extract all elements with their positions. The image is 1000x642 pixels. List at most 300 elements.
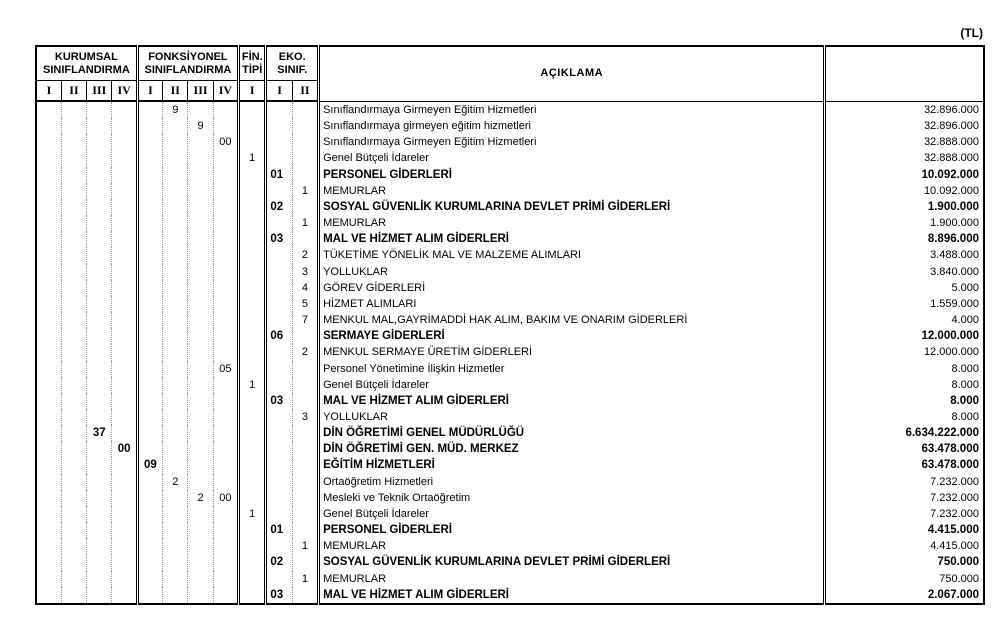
description-cell: MAL VE HİZMET ALIM GİDERLERİ bbox=[319, 587, 825, 604]
code-cell-f4 bbox=[213, 247, 238, 263]
code-cell-k4 bbox=[112, 264, 137, 280]
code-cell-fin bbox=[239, 101, 266, 118]
code-cell-k4 bbox=[112, 538, 137, 554]
code-cell-f1 bbox=[137, 377, 162, 393]
code-cell-k4 bbox=[112, 215, 137, 231]
code-cell-fin bbox=[239, 361, 266, 377]
code-cell-k2 bbox=[61, 101, 86, 118]
subcol-kurumsal-1: I bbox=[36, 81, 61, 102]
code-cell-k3 bbox=[87, 264, 112, 280]
table-row bbox=[36, 150, 984, 166]
code-cell-k2 bbox=[61, 425, 86, 441]
code-cell-e1 bbox=[266, 441, 292, 457]
code-cell-k3 bbox=[87, 280, 112, 296]
code-cell-f1 bbox=[137, 425, 162, 441]
code-cell-f3 bbox=[188, 522, 213, 538]
code-cell-k3 bbox=[87, 409, 112, 425]
code-cell-k4 bbox=[112, 280, 137, 296]
code-cell-f4 bbox=[213, 409, 238, 425]
code-cell-k3 bbox=[87, 312, 112, 328]
code-cell-f2 bbox=[163, 554, 188, 570]
table-row bbox=[36, 183, 984, 199]
code-cell-k2 bbox=[61, 264, 86, 280]
col-header-amount bbox=[825, 46, 984, 101]
code-cell-k2 bbox=[61, 441, 86, 457]
code-cell-k1 bbox=[36, 425, 61, 441]
code-cell-f1 bbox=[137, 474, 162, 490]
code-cell-fin bbox=[239, 538, 266, 554]
description-cell: SOSYAL GÜVENLİK KURUMLARINA DEVLET PRİMİ GİDERLERİ bbox=[319, 199, 825, 215]
budget-classification-table bbox=[35, 45, 985, 605]
code-cell-k4 bbox=[112, 361, 137, 377]
code-cell-k3 bbox=[87, 393, 112, 409]
code-cell-e1: 06 bbox=[266, 328, 292, 344]
code-cell-k3 bbox=[87, 571, 112, 587]
amount-cell: 32.888.000 bbox=[825, 134, 984, 150]
table-row bbox=[36, 328, 984, 344]
code-cell-e2 bbox=[292, 231, 318, 247]
code-cell-e1 bbox=[266, 490, 292, 506]
code-cell-e1 bbox=[266, 377, 292, 393]
code-cell-fin bbox=[239, 393, 266, 409]
code-cell-fin bbox=[239, 167, 266, 183]
code-cell-k2 bbox=[61, 312, 86, 328]
code-cell-k1 bbox=[36, 312, 61, 328]
code-cell-k4 bbox=[112, 522, 137, 538]
code-cell-f2 bbox=[163, 215, 188, 231]
code-cell-f2 bbox=[163, 441, 188, 457]
code-cell-k2 bbox=[61, 199, 86, 215]
code-cell-f3 bbox=[188, 538, 213, 554]
description-cell: YOLLUKLAR bbox=[319, 264, 825, 280]
code-cell-k4 bbox=[112, 554, 137, 570]
table-row bbox=[36, 490, 984, 506]
code-cell-f1 bbox=[137, 296, 162, 312]
code-cell-e2: 1 bbox=[292, 571, 318, 587]
code-cell-k1 bbox=[36, 215, 61, 231]
code-cell-f3 bbox=[188, 150, 213, 166]
table-row bbox=[36, 247, 984, 263]
code-cell-e2: 7 bbox=[292, 312, 318, 328]
code-cell-k3 bbox=[87, 538, 112, 554]
code-cell-e2: 2 bbox=[292, 344, 318, 360]
code-cell-f3: 9 bbox=[188, 118, 213, 134]
code-cell-f3 bbox=[188, 231, 213, 247]
code-cell-k3 bbox=[87, 377, 112, 393]
code-cell-fin bbox=[239, 264, 266, 280]
code-cell-k1 bbox=[36, 167, 61, 183]
code-cell-f1 bbox=[137, 538, 162, 554]
code-cell-f1 bbox=[137, 215, 162, 231]
code-cell-k3 bbox=[87, 506, 112, 522]
col-group-eko-sinif bbox=[266, 46, 319, 81]
code-cell-f4 bbox=[213, 328, 238, 344]
code-cell-f1 bbox=[137, 247, 162, 263]
code-cell-f4 bbox=[213, 280, 238, 296]
code-cell-e2 bbox=[292, 328, 318, 344]
code-cell-k4 bbox=[112, 150, 137, 166]
code-cell-f2 bbox=[163, 377, 188, 393]
table-row bbox=[36, 167, 984, 183]
subcol-fonksiyonel-4: IV bbox=[213, 81, 238, 102]
code-cell-e1 bbox=[266, 571, 292, 587]
code-cell-k3 bbox=[87, 247, 112, 263]
code-cell-fin bbox=[239, 215, 266, 231]
code-cell-e2 bbox=[292, 522, 318, 538]
code-cell-k1 bbox=[36, 587, 61, 604]
description-cell: MENKUL MAL,GAYRİMADDİ HAK ALIM, BAKIM VE ONARIM GİDERLERİ bbox=[319, 312, 825, 328]
code-cell-k1 bbox=[36, 264, 61, 280]
code-cell-fin bbox=[239, 522, 266, 538]
code-cell-f1 bbox=[137, 344, 162, 360]
code-cell-k4 bbox=[112, 101, 137, 118]
code-cell-f3 bbox=[188, 101, 213, 118]
code-cell-k1 bbox=[36, 571, 61, 587]
description-cell: HİZMET ALIMLARI bbox=[319, 296, 825, 312]
code-cell-k2 bbox=[61, 457, 86, 473]
table-row bbox=[36, 457, 984, 473]
code-cell-k2 bbox=[61, 587, 86, 604]
subcol-kurumsal-4: IV bbox=[112, 81, 137, 102]
currency-unit-label: (TL) bbox=[960, 26, 983, 40]
code-cell-e2 bbox=[292, 425, 318, 441]
amount-cell: 32.888.000 bbox=[825, 150, 984, 166]
code-cell-f4 bbox=[213, 344, 238, 360]
code-cell-k4 bbox=[112, 328, 137, 344]
code-cell-fin bbox=[239, 247, 266, 263]
code-cell-e2 bbox=[292, 474, 318, 490]
table-row bbox=[36, 571, 984, 587]
code-cell-f4 bbox=[213, 199, 238, 215]
col-group-kurumsal-line1: KURUMSAL bbox=[54, 50, 118, 63]
code-cell-e1: 02 bbox=[266, 554, 292, 570]
code-cell-k1 bbox=[36, 393, 61, 409]
code-cell-k3 bbox=[87, 199, 112, 215]
code-cell-f1 bbox=[137, 571, 162, 587]
code-cell-k3 bbox=[87, 361, 112, 377]
code-cell-k2 bbox=[61, 393, 86, 409]
table-row bbox=[36, 409, 984, 425]
amount-cell: 5.000 bbox=[825, 280, 984, 296]
amount-cell: 4.000 bbox=[825, 312, 984, 328]
description-cell: DİN ÖĞRETİMİ GEN. MÜD. MERKEZ bbox=[319, 441, 825, 457]
table-row bbox=[36, 393, 984, 409]
code-cell-fin bbox=[239, 474, 266, 490]
code-cell-e1 bbox=[266, 312, 292, 328]
code-cell-k2 bbox=[61, 538, 86, 554]
code-cell-fin bbox=[239, 280, 266, 296]
code-cell-f3 bbox=[188, 425, 213, 441]
amount-cell: 1.900.000 bbox=[825, 199, 984, 215]
code-cell-k1 bbox=[36, 474, 61, 490]
code-cell-f1 bbox=[137, 587, 162, 604]
code-cell-k1 bbox=[36, 183, 61, 199]
code-cell-f2 bbox=[163, 183, 188, 199]
code-cell-k4 bbox=[112, 587, 137, 604]
description-cell: MAL VE HİZMET ALIM GİDERLERİ bbox=[319, 393, 825, 409]
table-row bbox=[36, 344, 984, 360]
description-cell: Sınıflandırmaya Girmeyen Eğitim Hizmetleri bbox=[319, 134, 825, 150]
code-cell-fin bbox=[239, 134, 266, 150]
code-cell-f2 bbox=[163, 134, 188, 150]
code-cell-k1 bbox=[36, 377, 61, 393]
code-cell-k3 bbox=[87, 150, 112, 166]
code-cell-fin bbox=[239, 571, 266, 587]
code-cell-f3 bbox=[188, 377, 213, 393]
code-cell-k3 bbox=[87, 101, 112, 118]
code-cell-k3 bbox=[87, 457, 112, 473]
amount-cell: 32.896.000 bbox=[825, 101, 984, 118]
code-cell-e2 bbox=[292, 134, 318, 150]
code-cell-k2 bbox=[61, 247, 86, 263]
code-cell-k2 bbox=[61, 377, 86, 393]
code-cell-f2 bbox=[163, 571, 188, 587]
code-cell-k2 bbox=[61, 361, 86, 377]
code-cell-k1 bbox=[36, 457, 61, 473]
code-cell-f4 bbox=[213, 393, 238, 409]
table-header bbox=[36, 46, 984, 101]
code-cell-e1: 01 bbox=[266, 167, 292, 183]
code-cell-f2 bbox=[163, 150, 188, 166]
code-cell-f2 bbox=[163, 587, 188, 604]
code-cell-f2: 2 bbox=[163, 474, 188, 490]
amount-cell: 7.232.000 bbox=[825, 506, 984, 522]
code-cell-k4 bbox=[112, 474, 137, 490]
code-cell-e1 bbox=[266, 264, 292, 280]
amount-cell: 8.896.000 bbox=[825, 231, 984, 247]
subcol-eko-1: I bbox=[266, 81, 292, 102]
code-cell-f4 bbox=[213, 474, 238, 490]
table-row bbox=[36, 231, 984, 247]
code-cell-f4 bbox=[213, 183, 238, 199]
code-cell-k2 bbox=[61, 328, 86, 344]
code-cell-k4 bbox=[112, 199, 137, 215]
code-cell-f4: 05 bbox=[213, 361, 238, 377]
description-cell: MEMURLAR bbox=[319, 215, 825, 231]
code-cell-k2 bbox=[61, 183, 86, 199]
code-cell-f1 bbox=[137, 167, 162, 183]
code-cell-e1: 03 bbox=[266, 231, 292, 247]
code-cell-f3 bbox=[188, 296, 213, 312]
code-cell-f4 bbox=[213, 506, 238, 522]
code-cell-k3 bbox=[87, 215, 112, 231]
code-cell-k4 bbox=[112, 247, 137, 263]
code-cell-e2 bbox=[292, 101, 318, 118]
code-cell-e2 bbox=[292, 167, 318, 183]
code-cell-f3 bbox=[188, 167, 213, 183]
col-group-eko-line2: SINIF. bbox=[277, 63, 308, 76]
description-cell: SOSYAL GÜVENLİK KURUMLARINA DEVLET PRİMİ GİDERLERİ bbox=[319, 554, 825, 570]
code-cell-k1 bbox=[36, 409, 61, 425]
code-cell-f1 bbox=[137, 231, 162, 247]
code-cell-e2: 3 bbox=[292, 409, 318, 425]
table-row bbox=[36, 118, 984, 134]
code-cell-k2 bbox=[61, 231, 86, 247]
code-cell-e1 bbox=[266, 118, 292, 134]
table-row bbox=[36, 296, 984, 312]
code-cell-f4 bbox=[213, 425, 238, 441]
code-cell-k2 bbox=[61, 215, 86, 231]
code-cell-f4 bbox=[213, 571, 238, 587]
code-cell-f3 bbox=[188, 441, 213, 457]
table-row bbox=[36, 361, 984, 377]
table-row bbox=[36, 554, 984, 570]
code-cell-f2 bbox=[163, 199, 188, 215]
description-cell: Personel Yönetimine İlişkin Hizmetler bbox=[319, 361, 825, 377]
code-cell-k2 bbox=[61, 296, 86, 312]
amount-cell: 10.092.000 bbox=[825, 167, 984, 183]
subcol-eko-2: II bbox=[292, 81, 318, 102]
code-cell-f1 bbox=[137, 150, 162, 166]
code-cell-k1 bbox=[36, 199, 61, 215]
col-group-fonksiyonel bbox=[137, 46, 238, 81]
code-cell-k3 bbox=[87, 328, 112, 344]
code-cell-e2 bbox=[292, 587, 318, 604]
code-cell-f3 bbox=[188, 361, 213, 377]
code-cell-e1 bbox=[266, 409, 292, 425]
code-cell-k3 bbox=[87, 134, 112, 150]
table-body bbox=[36, 101, 984, 604]
table-row bbox=[36, 264, 984, 280]
code-cell-e1 bbox=[266, 474, 292, 490]
code-cell-k1 bbox=[36, 441, 61, 457]
code-cell-f4: 00 bbox=[213, 490, 238, 506]
code-cell-f4 bbox=[213, 150, 238, 166]
code-cell-f4 bbox=[213, 554, 238, 570]
description-cell: MAL VE HİZMET ALIM GİDERLERİ bbox=[319, 231, 825, 247]
code-cell-k1 bbox=[36, 490, 61, 506]
table-row bbox=[36, 506, 984, 522]
code-cell-e2 bbox=[292, 377, 318, 393]
code-cell-f1 bbox=[137, 393, 162, 409]
code-cell-f1 bbox=[137, 490, 162, 506]
code-cell-f3 bbox=[188, 506, 213, 522]
amount-cell: 3.488.000 bbox=[825, 247, 984, 263]
code-cell-f3 bbox=[188, 474, 213, 490]
subcol-kurumsal-3: III bbox=[87, 81, 112, 102]
code-cell-e1 bbox=[266, 296, 292, 312]
code-cell-k2 bbox=[61, 522, 86, 538]
amount-cell: 8.000 bbox=[825, 361, 984, 377]
description-cell: EĞİTİM HİZMETLERİ bbox=[319, 457, 825, 473]
code-cell-k4 bbox=[112, 506, 137, 522]
code-cell-k3 bbox=[87, 167, 112, 183]
amount-cell: 7.232.000 bbox=[825, 474, 984, 490]
code-cell-e1 bbox=[266, 150, 292, 166]
code-cell-f1 bbox=[137, 101, 162, 118]
code-cell-k4 bbox=[112, 134, 137, 150]
amount-cell: 12.000.000 bbox=[825, 328, 984, 344]
code-cell-e1 bbox=[266, 183, 292, 199]
table-row bbox=[36, 101, 984, 118]
code-cell-f1 bbox=[137, 280, 162, 296]
code-cell-f4 bbox=[213, 296, 238, 312]
code-cell-f1 bbox=[137, 522, 162, 538]
code-cell-f4 bbox=[213, 118, 238, 134]
code-cell-f4 bbox=[213, 312, 238, 328]
code-cell-k3 bbox=[87, 587, 112, 604]
code-cell-fin bbox=[239, 296, 266, 312]
code-cell-fin bbox=[239, 312, 266, 328]
code-cell-k3 bbox=[87, 183, 112, 199]
subcol-fonksiyonel-3: III bbox=[188, 81, 213, 102]
code-cell-e2 bbox=[292, 441, 318, 457]
code-cell-k3 bbox=[87, 474, 112, 490]
code-cell-k2 bbox=[61, 344, 86, 360]
code-cell-k3 bbox=[87, 441, 112, 457]
code-cell-k3 bbox=[87, 554, 112, 570]
amount-cell: 4.415.000 bbox=[825, 538, 984, 554]
code-cell-k3 bbox=[87, 296, 112, 312]
amount-cell: 1.900.000 bbox=[825, 215, 984, 231]
code-cell-k4 bbox=[112, 344, 137, 360]
code-cell-fin bbox=[239, 490, 266, 506]
code-cell-e1 bbox=[266, 361, 292, 377]
description-cell: Genel Bütçeli İdareler bbox=[319, 506, 825, 522]
code-cell-fin bbox=[239, 183, 266, 199]
code-cell-f2 bbox=[163, 361, 188, 377]
col-group-kurumsal-line2: SINIFLANDIRMA bbox=[43, 63, 130, 76]
code-cell-e2 bbox=[292, 361, 318, 377]
code-cell-f4 bbox=[213, 377, 238, 393]
code-cell-e2 bbox=[292, 457, 318, 473]
description-cell: Sınıflandırmaya Girmeyen Eğitim Hizmetleri bbox=[319, 101, 825, 118]
code-cell-e1 bbox=[266, 134, 292, 150]
amount-cell: 750.000 bbox=[825, 554, 984, 570]
subcol-fin-1: I bbox=[239, 81, 266, 102]
code-cell-k2 bbox=[61, 474, 86, 490]
code-cell-f4 bbox=[213, 215, 238, 231]
code-cell-fin bbox=[239, 587, 266, 604]
code-cell-f4: 00 bbox=[213, 134, 238, 150]
code-cell-k1 bbox=[36, 150, 61, 166]
code-cell-e1 bbox=[266, 344, 292, 360]
code-cell-f4 bbox=[213, 587, 238, 604]
code-cell-f2 bbox=[163, 506, 188, 522]
amount-cell: 32.896.000 bbox=[825, 118, 984, 134]
code-cell-fin bbox=[239, 441, 266, 457]
code-cell-e1: 03 bbox=[266, 393, 292, 409]
code-cell-f1 bbox=[137, 118, 162, 134]
description-cell: MEMURLAR bbox=[319, 538, 825, 554]
code-cell-k4 bbox=[112, 571, 137, 587]
code-cell-f2 bbox=[163, 328, 188, 344]
code-cell-f3: 2 bbox=[188, 490, 213, 506]
description-cell: Genel Bütçeli İdareler bbox=[319, 150, 825, 166]
code-cell-f4 bbox=[213, 231, 238, 247]
code-cell-fin bbox=[239, 118, 266, 134]
code-cell-k2 bbox=[61, 554, 86, 570]
code-cell-f3 bbox=[188, 409, 213, 425]
code-cell-e1 bbox=[266, 101, 292, 118]
code-cell-k4 bbox=[112, 312, 137, 328]
table-row bbox=[36, 377, 984, 393]
code-cell-k1 bbox=[36, 134, 61, 150]
code-cell-k4 bbox=[112, 118, 137, 134]
code-cell-e1 bbox=[266, 425, 292, 441]
code-cell-f1 bbox=[137, 554, 162, 570]
code-cell-k2 bbox=[61, 280, 86, 296]
code-cell-k4 bbox=[112, 425, 137, 441]
code-cell-f4 bbox=[213, 101, 238, 118]
code-cell-k4 bbox=[112, 490, 137, 506]
table-row bbox=[36, 587, 984, 604]
code-cell-f3 bbox=[188, 264, 213, 280]
col-group-fin-line2: TİPİ bbox=[242, 63, 263, 76]
col-group-eko-line1: EKO. bbox=[278, 50, 306, 63]
description-cell: SERMAYE GİDERLERİ bbox=[319, 328, 825, 344]
code-cell-fin bbox=[239, 344, 266, 360]
